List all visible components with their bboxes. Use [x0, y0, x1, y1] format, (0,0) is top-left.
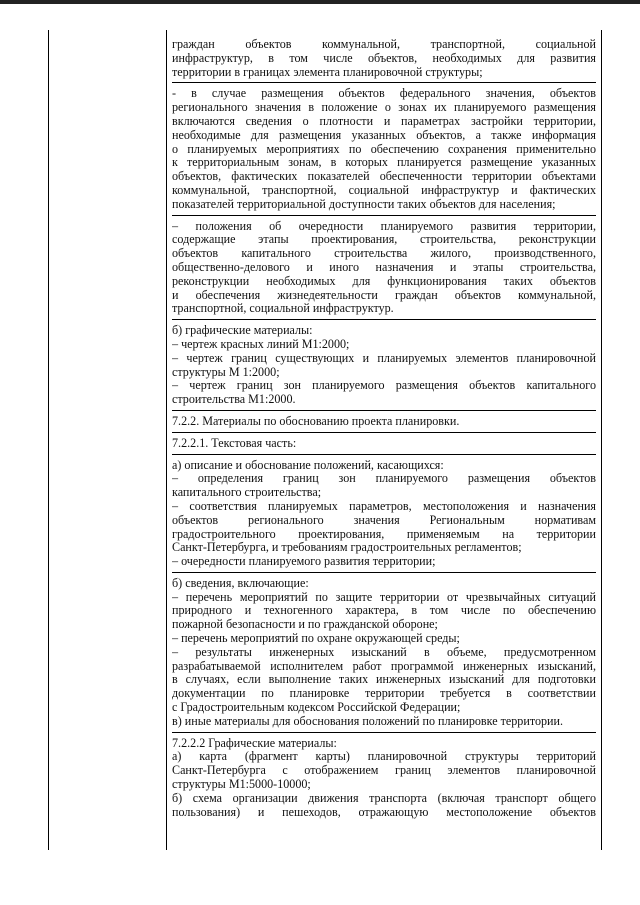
- text-block: [172, 323, 596, 411]
- text-line: с Градостроительным кодексом Российской Федерации;: [172, 701, 461, 715]
- text-line: объектов капитального строительства жилого, производственного,: [172, 247, 596, 261]
- text-block: [172, 576, 596, 733]
- text-line: капитального строительства;: [172, 486, 322, 500]
- document-text-column: [172, 37, 596, 825]
- text-line: градостроительного проектирования, применяемым на территории: [172, 527, 596, 541]
- text-line: территории в границах элемента планировочной структуры;: [172, 65, 483, 79]
- text-line: – соответствия планируемых параметров, местоположения и назначения: [172, 499, 596, 513]
- text-line: а) карта (фрагмент карты) планировочной структуры территорий: [172, 750, 596, 764]
- text-line: показателей территориальной доступности таких объектов для населения;: [172, 197, 556, 211]
- scan-top-edge: [0, 0, 640, 4]
- text-line: – результаты инженерных изысканий в объеме, предусмотренном: [172, 645, 596, 659]
- text-line: – чертеж красных линий М1:2000;: [172, 337, 350, 351]
- text-line: регионального значения в положение о зонах их планируемого размещения: [172, 101, 596, 115]
- text-line: 7.2.2.2 Графические материалы:: [172, 736, 337, 750]
- text-line: – определения границ зон планируемого размещения объектов: [172, 472, 596, 486]
- text-line: включаются сведения о плотности и параметрах застройки территории,: [172, 114, 596, 128]
- text-line: к территориальным зонам, в которых планируется размещение указанных: [172, 156, 596, 170]
- text-line: содержащие этапы проектирования, строительства, реконструкции: [172, 233, 596, 247]
- text-block: [172, 436, 596, 455]
- text-line: о планируемых мероприятиях по обеспечению сохранения применительно: [172, 142, 596, 156]
- text-line: пожарной безопасности и по гражданской обороне;: [172, 618, 438, 632]
- text-block: [172, 86, 596, 215]
- text-line: разрабатываемой исполнителем работ программой инженерных изысканий,: [172, 659, 596, 673]
- text-line: инфраструктур, в том числе объектов, необходимых для развития: [172, 51, 596, 65]
- text-line: Санкт-Петербурга, и требованиям градостроительных регламентов;: [172, 541, 522, 555]
- text-line: строительства М1:2000.: [172, 393, 296, 407]
- text-line: структуры М1:5000-10000;: [172, 778, 311, 792]
- text-line: – перечень мероприятий по охране окружающей среды;: [172, 632, 460, 646]
- text-line: транспортной, социальной инфраструктур.: [172, 302, 394, 316]
- text-line: – очередности планируемого развития территории;: [172, 555, 436, 569]
- text-block: [172, 37, 596, 83]
- text-line: документации по планировке территории требуется в соответствии: [172, 687, 596, 701]
- text-line: в случаях, если выполнение таких инженерных изысканий для подготовки: [172, 673, 596, 687]
- text-line: общественно-делового и иного назначения и этапы строительства,: [172, 260, 596, 274]
- text-line: пользования) и пешеходов, отражающую местоположение объектов: [172, 805, 596, 819]
- text-line: коммунальной, транспортной, социальной инфраструктур и фактических: [172, 183, 596, 197]
- column-divider: [166, 30, 167, 850]
- text-line: природного и техногенного характера, в том числе по обеспечению: [172, 604, 596, 618]
- text-line: б) сведения, включающие:: [172, 576, 309, 590]
- text-line: – положения об очередности планируемого развития территории,: [172, 219, 596, 233]
- text-line: – чертеж границ зон планируемого размещения объектов капитального: [172, 379, 596, 393]
- text-line: б) графические материалы:: [172, 324, 313, 338]
- text-line: объектов, фактических показателей обеспеченности территории объектами: [172, 170, 596, 184]
- text-line: граждан объектов коммунальной, транспортной, социальной: [172, 38, 596, 51]
- text-line: – чертеж границ существующих и планируемых элементов планировочной: [172, 351, 596, 365]
- text-line: – перечень мероприятий по защите территории от чрезвычайных ситуаций: [172, 590, 596, 604]
- text-line: структуры М 1:2000;: [172, 365, 280, 379]
- text-block: [172, 414, 596, 433]
- text-line: необходимые для размещения указанных объектов, а также информация: [172, 128, 596, 142]
- text-line: объектов регионального значения Региональным нормативам: [172, 513, 596, 527]
- text-line: - в случае размещения объектов федерального значения, объектов: [172, 87, 596, 101]
- text-block: [172, 219, 596, 321]
- text-line: Санкт-Петербурга с отображением границ элементов планировочной: [172, 764, 596, 778]
- text-line: в) иные материалы для обоснования положений по планировке территории.: [172, 714, 564, 728]
- text-block: [172, 458, 596, 573]
- text-line: 7.2.2. Материалы по обоснованию проекта планировки.: [172, 414, 460, 428]
- text-line: и обеспечения жизнедеятельности граждан объектов коммунальной,: [172, 288, 596, 302]
- text-line: реконструкции необходимых для функционирования таких объектов: [172, 274, 596, 288]
- text-line: 7.2.2.1. Текстовая часть:: [172, 436, 297, 450]
- text-line: а) описание и обоснование положений, касающихся:: [172, 458, 444, 472]
- text-line: б) схема организации движения транспорта (включая транспорт общего: [172, 791, 596, 805]
- text-block: [172, 736, 596, 823]
